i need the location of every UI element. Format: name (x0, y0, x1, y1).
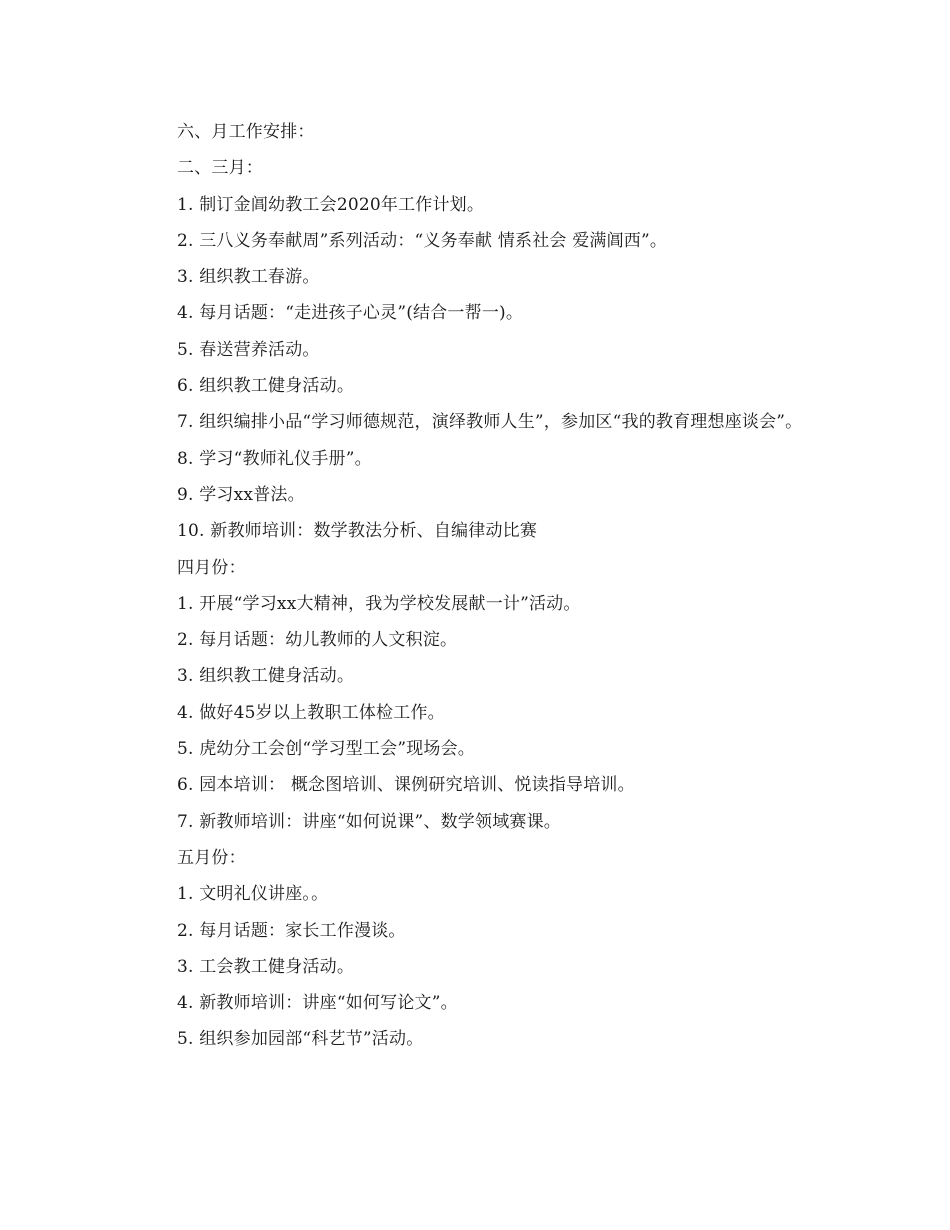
list-item: 3. 工会教工健身活动。 (177, 956, 355, 977)
list-item: 4. 做好45岁以上教职工体检工作。 (177, 702, 445, 723)
list-item: 3. 组织教工春游。 (177, 267, 320, 288)
list-item: 1. 制订金阊幼教工会2020年工作计划。 (177, 194, 485, 215)
list-item: 1. 文明礼仪讲座。。 (177, 884, 329, 905)
list-item: 9. 学习xx普法。 (177, 484, 305, 505)
list-item: 2. 三八义务奉献周”系列活动：“义务奉献 情系社会 爱满阊西”。 (177, 230, 668, 251)
list-item: 5. 春送营养活动。 (177, 339, 320, 360)
list-item: 2. 每月话题：幼儿教师的人文积淀。 (177, 630, 458, 651)
list-item: 10. 新教师培训：数学教法分析、自编律动比赛 (177, 521, 538, 542)
list-item: 5. 组织参加园部“科艺节”活动。 (177, 1029, 424, 1050)
month-heading: 四月份： (177, 557, 246, 578)
list-item: 6. 组织教工健身活动。 (177, 376, 355, 397)
list-item: 2. 每月话题：家长工作漫谈。 (177, 920, 406, 941)
list-item: 7. 新教师培训：讲座“如何说课”、数学领域赛课。 (177, 811, 562, 832)
month-heading: 五月份： (177, 847, 246, 868)
month-heading: 二、三月： (177, 158, 263, 179)
list-item: 4. 新教师培训：讲座“如何写论文”。 (177, 993, 458, 1014)
document-body (142, 114, 822, 1058)
list-item: 8. 学习“教师礼仪手册”。 (177, 448, 372, 469)
list-item: 3. 组织教工健身活动。 (177, 666, 355, 687)
list-item: 7. 组织编排小品“学习师德规范，演绎教师人生”，参加区“我的教育理想座谈会”。 (177, 412, 803, 433)
list-item: 6. 园本培训： 概念图培训、课例研究培训、悦读指导培训。 (177, 775, 635, 796)
list-item: 5. 虎幼分工会创“学习型工会”现场会。 (177, 739, 476, 760)
list-item: 1. 开展“学习xx大精神，我为学校发展献一计”活动。 (177, 593, 581, 614)
section-heading: 六、月工作安排： (177, 122, 315, 142)
list-item: 4. 每月话题：“走进孩子心灵”(结合一帮一)。 (177, 303, 524, 324)
